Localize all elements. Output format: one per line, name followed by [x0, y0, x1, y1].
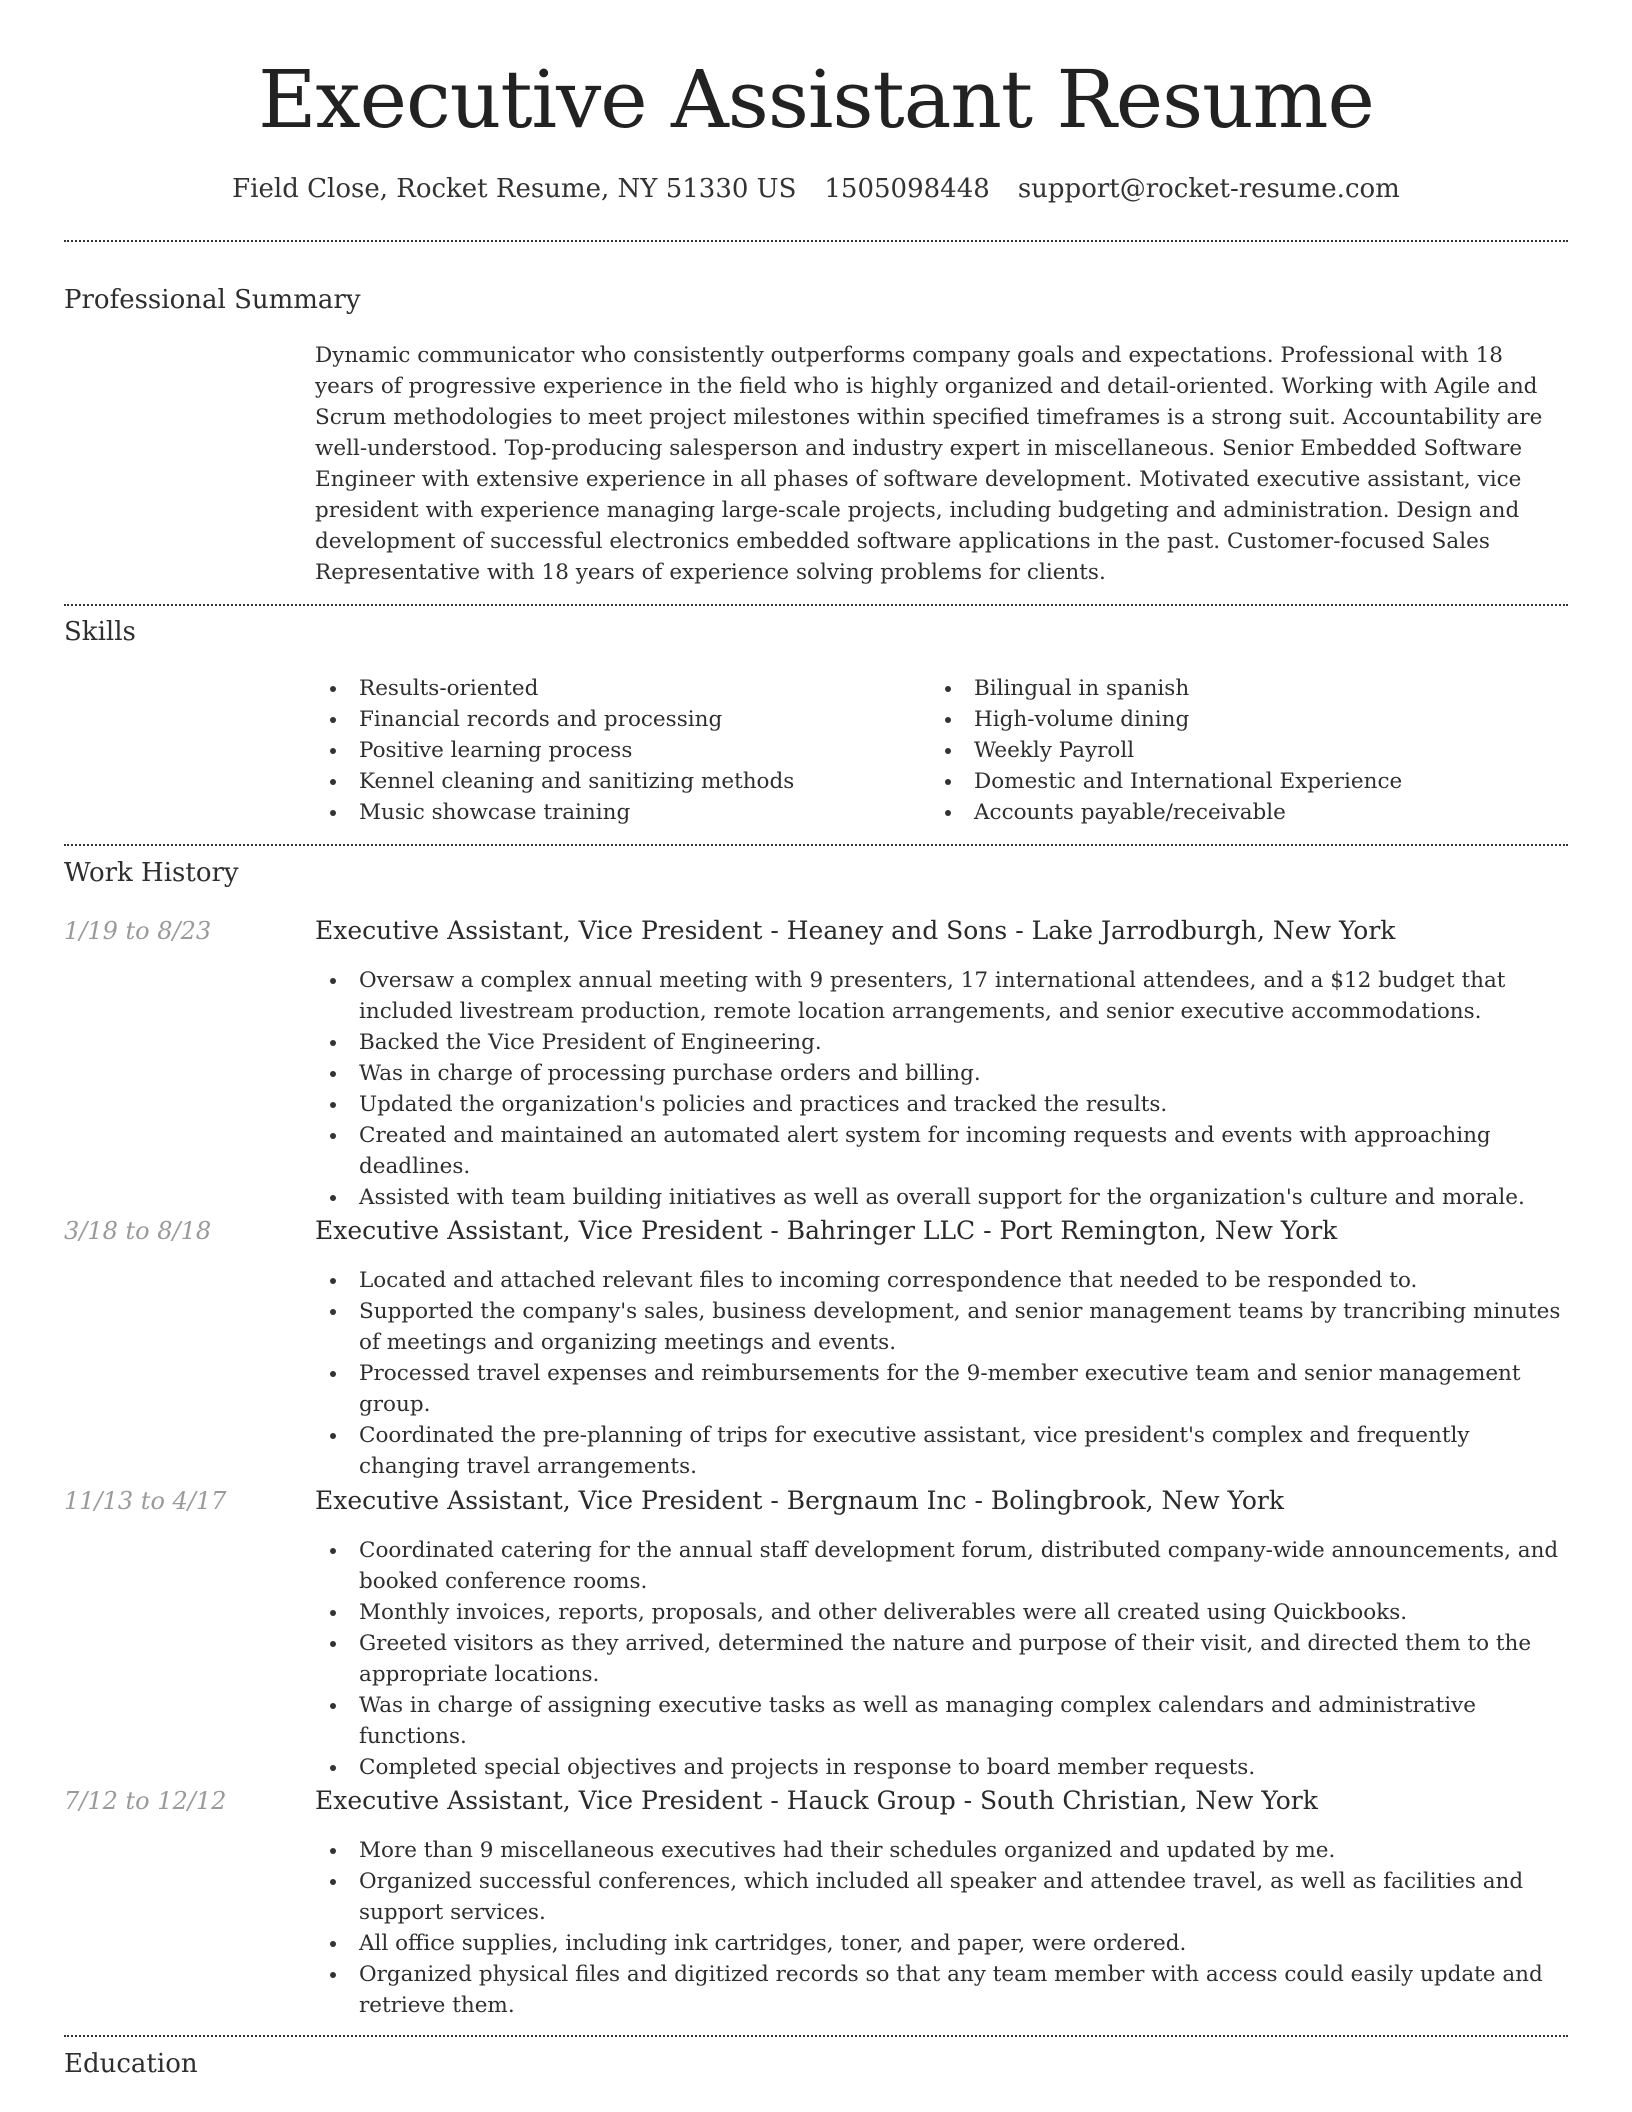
- skill-item: Bilingual in spanish: [930, 673, 1568, 704]
- job-bullet: Monthly invoices, reports, proposals, and other deliverables were all created using Quickbooks.: [315, 1597, 1568, 1628]
- job-bullet: Supported the company's sales, business development, and senior management teams by trancribing minutes of meetings and organizing meetings and events.: [315, 1296, 1568, 1358]
- job-bullet: Assisted with team building initiatives as well as overall support for the organization's culture and morale.: [315, 1182, 1568, 1213]
- resume-title: Executive Assistant Resume: [258, 53, 1374, 146]
- divider: [64, 2035, 1568, 2037]
- job-title: Executive Assistant, Vice President - Heaney and Sons - Lake Jarrodburgh, New York: [315, 916, 1396, 945]
- job-bullets: [315, 1835, 1568, 2021]
- job-bullet: More than 9 miscellaneous executives had their schedules organized and updated by me.: [315, 1835, 1568, 1866]
- skill-item: High-volume dining: [930, 704, 1568, 735]
- job-bullet: Backed the Vice President of Engineering.: [315, 1027, 1568, 1058]
- skill-item: Weekly Payroll: [930, 735, 1568, 766]
- job-bullet: Was in charge of assigning executive tasks as well as managing complex calendars and administrative functions.: [315, 1690, 1568, 1752]
- work-history-heading: Work History: [64, 858, 239, 888]
- job-bullet: Organized successful conferences, which included all speaker and attendee travel, as well as facilities and support services.: [315, 1866, 1568, 1928]
- skill-item: Accounts payable/receivable: [930, 797, 1568, 828]
- job-bullet: Oversaw a complex annual meeting with 9 presenters, 17 international attendees, and a $12 budget that included livestream production, remote location arrangements, and senior executive accommodations.: [315, 965, 1568, 1027]
- job-bullet: Greeted visitors as they arrived, determined the nature and purpose of their visit, and directed them to the appropriate locations.: [315, 1628, 1568, 1690]
- contact-address: Field Close, Rocket Resume, NY 51330 US: [232, 174, 797, 204]
- job-dates: 7/12 to 12/12: [64, 1787, 227, 1815]
- job-bullet: Coordinated catering for the annual staff development forum, distributed company-wide announcements, and booked conference rooms.: [315, 1535, 1568, 1597]
- job-bullets: [315, 1535, 1568, 1783]
- job-bullets: [315, 965, 1568, 1213]
- contact-email[interactable]: support@rocket-resume.com: [1017, 174, 1400, 204]
- contact-phone: 1505098448: [824, 174, 990, 204]
- job-dates: 11/13 to 4/17: [64, 1487, 227, 1515]
- divider: [64, 604, 1568, 606]
- job-bullet: Updated the organization's policies and practices and tracked the results.: [315, 1089, 1568, 1120]
- job-bullet: All office supplies, including ink cartridges, toner, and paper, were ordered.: [315, 1928, 1568, 1959]
- skill-item: Financial records and processing: [315, 704, 915, 735]
- job-bullet: Created and maintained an automated alert system for incoming requests and events with approaching deadlines.: [315, 1120, 1568, 1182]
- job-bullet: Coordinated the pre-planning of trips for executive assistant, vice president's complex and frequently changing travel arrangements.: [315, 1420, 1568, 1482]
- job-bullet: Completed special objectives and projects in response to board member requests.: [315, 1752, 1568, 1783]
- skills-list-left: [315, 673, 915, 828]
- skill-item: Positive learning process: [315, 735, 915, 766]
- skill-item: Kennel cleaning and sanitizing methods: [315, 766, 915, 797]
- summary-heading: Professional Summary: [64, 285, 361, 315]
- job-bullet: Was in charge of processing purchase orders and billing.: [315, 1058, 1568, 1089]
- job-title: Executive Assistant, Vice President - Bergnaum Inc - Bolingbrook, New York: [315, 1486, 1285, 1515]
- job-bullet: Organized physical files and digitized records so that any team member with access could easily update and retrieve them.: [315, 1959, 1568, 2021]
- skill-item: Results-oriented: [315, 673, 915, 704]
- job-dates: 3/18 to 8/18: [64, 1217, 212, 1245]
- job-dates: 1/19 to 8/23: [64, 917, 212, 945]
- contact-line: [0, 170, 1632, 208]
- skills-list-right: [930, 673, 1568, 828]
- job-bullet: Located and attached relevant files to incoming correspondence that needed to be responded to.: [315, 1265, 1568, 1296]
- divider: [64, 844, 1568, 846]
- skill-item: Music showcase training: [315, 797, 915, 828]
- education-heading: Education: [64, 2049, 198, 2079]
- job-bullet: Processed travel expenses and reimbursements for the 9-member executive team and senior management group.: [315, 1358, 1568, 1420]
- job-bullets: [315, 1265, 1568, 1482]
- summary-text: Dynamic communicator who consistently outperforms company goals and expectations. Professional with 18 years of progressive experience in the field who is highly organized and detail-oriented. Working with Agile and Scrum methodologies to meet project milestones within specified timeframes is a strong suit. Accountability are well-understood. Top-producing salesperson and industry expert in miscellaneous. Senior Embedded Software Engineer with extensive experience in all phases of software development. Motivated executive assistant, vice president with experience managing large-scale projects, including budgeting and administration. Design and development of successful electronics embedded software applications in the past. Customer-focused Sales Representative with 18 years of experience solving problems for clients.: [315, 343, 1543, 585]
- skills-heading: Skills: [64, 617, 136, 647]
- divider: [64, 240, 1568, 242]
- job-title: Executive Assistant, Vice President - Bahringer LLC - Port Remington, New York: [315, 1216, 1338, 1245]
- skill-item: Domestic and International Experience: [930, 766, 1568, 797]
- job-title: Executive Assistant, Vice President - Hauck Group - South Christian, New York: [315, 1786, 1318, 1815]
